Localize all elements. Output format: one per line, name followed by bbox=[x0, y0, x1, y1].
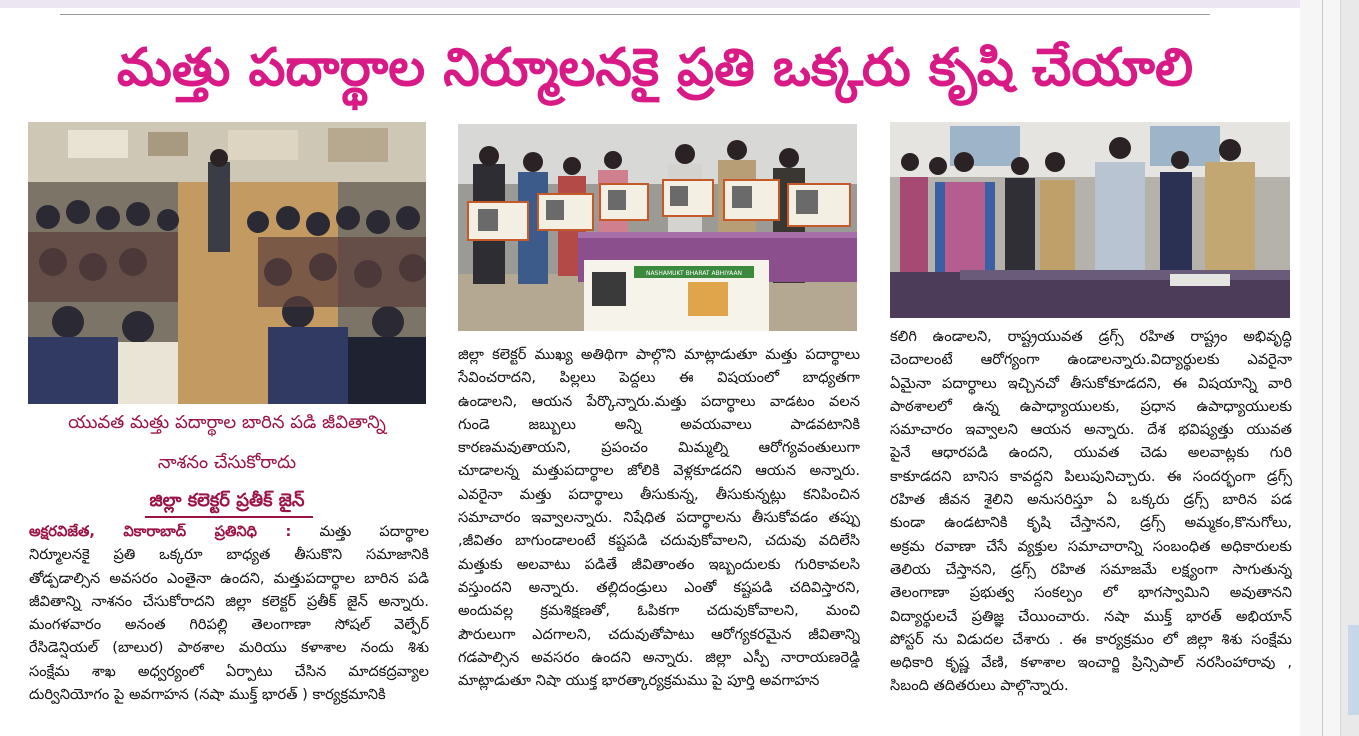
article-line: దుర్వినియోగం పై అవగాహన (నషా ముక్త్ భారత్ ) కార్యక్రమానికి bbox=[29, 686, 386, 704]
article-line: జీవితాన్ని నాశనం చేసుకోరాదని జిల్లా కలెక్టర్ ప్రతీక్ జైన్ అన్నారు. bbox=[29, 592, 429, 610]
article-line: మాట్లాడుతూ నిషా యుక్త భారత్కార్యక్రమము పై పూర్తి అవగాహన bbox=[458, 672, 820, 690]
article-line: ,జీవితం బాగుండాలంటే కష్టపడి చదువుకోవాలని, చదువు వదిలేసి bbox=[458, 532, 860, 550]
article-line: రేసిడెన్షియల్ (బాలుర) పాఠశాల మరియు కళాశాల నందు శిశు bbox=[29, 639, 429, 657]
article-line: మంగళవారం అనంత గిరిపల్లి తెలంగాణా సోషల్ వెల్ఫేర్ bbox=[29, 616, 429, 634]
article-line: విద్యార్థులచే ప్రతిజ్ఞ చేయించారు. నషా ముక్త్ భారత్ అభియాన్ bbox=[890, 607, 1292, 625]
article-line: ఉండాలని, ఆయన పేర్కొన్నారు.మత్తు పదార్థాలు వాడటం వలన bbox=[458, 392, 860, 410]
article-line: అధికారి కృష్ణ వేణి, కళాశాల ఇంచార్జి ప్రిన్సిపాల్ నరసింహారావు , bbox=[890, 654, 1292, 672]
headline: మత్తు పదార్థాల నిర్మూలనకై ప్రతి ఒక్కరు కృషి చేయాలి bbox=[116, 38, 1194, 98]
article-line: కలిగి ఉండాలని, రాష్ట్రయువత డ్రగ్స్ రహిత రాష్ట్రం అభివృద్ధి bbox=[890, 328, 1292, 345]
dateline: అక్షరవిజేత, వికారాబాద్ ప్రతినిధి : bbox=[29, 523, 292, 540]
article-line: పోస్టర్ ను విడుదల చేశారు . ఈ కార్యక్రమం లో జిల్లా శిశు సంక్షేమ bbox=[890, 630, 1292, 648]
article-line: ఎవరైనా మత్తు పదార్థాలు తీసుకున్న, తీసుకున్నట్లు కనిపించిన bbox=[458, 485, 860, 503]
article-line: అందువల్ల క్రమశిక్షణతో, ఓపికగా చదువుకోవాలని, మంచి bbox=[458, 602, 860, 620]
article-line: జిల్లా కలెక్టర్ ముఖ్య అతిథిగా పాల్గొని మాట్లాడుతూ మత్తు పదార్థాలు bbox=[458, 346, 860, 363]
article-line: గడపాల్సిన అవసరం ఉందని అన్నారు. జిల్లా ఎస్పీ నారాయణరెడ్డి bbox=[458, 648, 860, 666]
article-line: వస్తుందని అన్నారు. తల్లిదండ్రులు ఎంతో కష్టపడి చదివిస్తారని, bbox=[458, 578, 860, 596]
adjacent-article-edge bbox=[1348, 625, 1359, 715]
article-line: సమాచారం ఇవ్వాలని ఆయన అన్నారు. దేశ భవిష్యత్తు యువత bbox=[890, 421, 1292, 439]
pledge-photo bbox=[890, 122, 1290, 318]
article-line: సమాచారం ఇవ్వాలన్నారు. నిషేధిత పదార్థాలను తీసుకోవడం తప్పు bbox=[458, 509, 860, 527]
top-rule bbox=[60, 14, 1210, 15]
students-seated-photo bbox=[28, 122, 426, 404]
article-line: సిబంది తదితరులు పాల్గొన్నారు. bbox=[890, 677, 1069, 695]
article-line: పైనే ఆధారపడి ఉందని, యువత చెడు అలవాట్లకు గురి bbox=[890, 444, 1292, 462]
article-line: అక్రమ రవాణా చేసే వ్యక్తుల సమాచారాన్ని సంబంధిత అధికారులకు bbox=[890, 537, 1292, 555]
article-line: అక్షరవిజేత, వికారాబాద్ ప్రతినిధి : మత్తు పదార్థాల bbox=[29, 523, 429, 540]
article-line: నిర్మూలనకై ప్రతి ఒక్కరూ బాధ్యత తీసుకొని సమాజానికి bbox=[29, 546, 429, 564]
article-line: చూడాలన్న మత్తుపదార్థాల జోలికి వెళ్లకూడదని ఆయన అన్నారు. bbox=[458, 462, 860, 480]
poster-banner-title: NASHAMUKT BHARAT ABHIYAAN bbox=[645, 270, 743, 277]
article-line: చెందాలంటే ఆరోగ్యంగా ఉండాలన్నారు.విద్యార్థులకు ఎవరైనా bbox=[890, 351, 1292, 369]
article-column-2 bbox=[458, 343, 860, 692]
subheadline-line-1: యువత మత్తు పదార్థాల బారిన పడి జీవితాన్ని bbox=[68, 412, 386, 433]
attribution-underline bbox=[145, 516, 313, 518]
poster-release-photo bbox=[458, 124, 857, 331]
article-line: రహిత జీవన శైలిని అనుసరిస్తూ ఏ ఒక్కరు డ్రగ్స్ బారిన పడ bbox=[890, 491, 1292, 509]
article-line: పౌరులుగా ఎదగాలని, చదువుతోపాటు ఆరోగ్యకరమైన జీవితాన్ని bbox=[458, 625, 860, 643]
article-column-3 bbox=[890, 325, 1292, 698]
article-line: ఏమైనా పదార్థాలు ఇచ్చినచో తీసుకోకూడదని, ఈ విషయాన్ని వారి bbox=[890, 374, 1292, 392]
subheadline-line-2: నాశనం చేసుకోరాదు bbox=[157, 452, 297, 473]
article-line: పాఠశాలలో ఉన్న ఉపాధ్యాయులకు, ప్రధాన ఉపాధ్యాయులకు bbox=[890, 397, 1292, 415]
article-line: కుండా ఉండటానికి కృషి చేస్తానని, డ్రగ్స్ అమ్మకం,కొనుగోలు, bbox=[890, 514, 1292, 532]
subheadline-attribution: జిల్లా కలెక్టర్ ప్రతీక్ జైన్ bbox=[149, 490, 305, 511]
article-line: తెలంగాణా ప్రభుత్వ సంకల్పం లో భాగస్వామిని అవుతానని bbox=[890, 584, 1292, 602]
article-line: కాకూడదని బానిస కావద్దని పిలుపునిచ్చారు. ఈ సందర్భంగా డ్రగ్స్ bbox=[890, 467, 1292, 485]
article-line: మత్తుకు అలవాటు పడితే జీవితాంతం ఇబ్బందులకు గురికావలసి bbox=[458, 555, 860, 573]
article-line: సేవించరాదని, పిల్లలు పెద్దలు ఈ విషయంలో బాధ్యతగా bbox=[458, 369, 860, 387]
top-band bbox=[0, 0, 1300, 8]
article-line: గుండె జబ్బులు అన్ని అవయవాలు పాడవటానికి bbox=[458, 415, 860, 433]
article-column-1 bbox=[29, 520, 429, 706]
article-line: తోడ్పడాల్సిన అవసరం ఎంతైనా ఉందని, మత్తుపదార్థాల బారిన పడి bbox=[29, 569, 429, 587]
article-line: కారణమవుతాయని, ప్రపంచం మిమ్మల్ని ఆరోగ్యవంతులుగా bbox=[458, 439, 860, 457]
right-margin-line bbox=[1322, 0, 1323, 736]
article-line: తెలియ చేస్తానని, డ్రగ్స్ రహిత సమాజమే లక్ష్యంగా సాగుతున్న bbox=[890, 560, 1292, 578]
article-line: సంక్షేమ శాఖ అధ్వర్యంలో ఏర్పాటు చేసిన మాదకద్రవ్యాల bbox=[29, 662, 429, 680]
